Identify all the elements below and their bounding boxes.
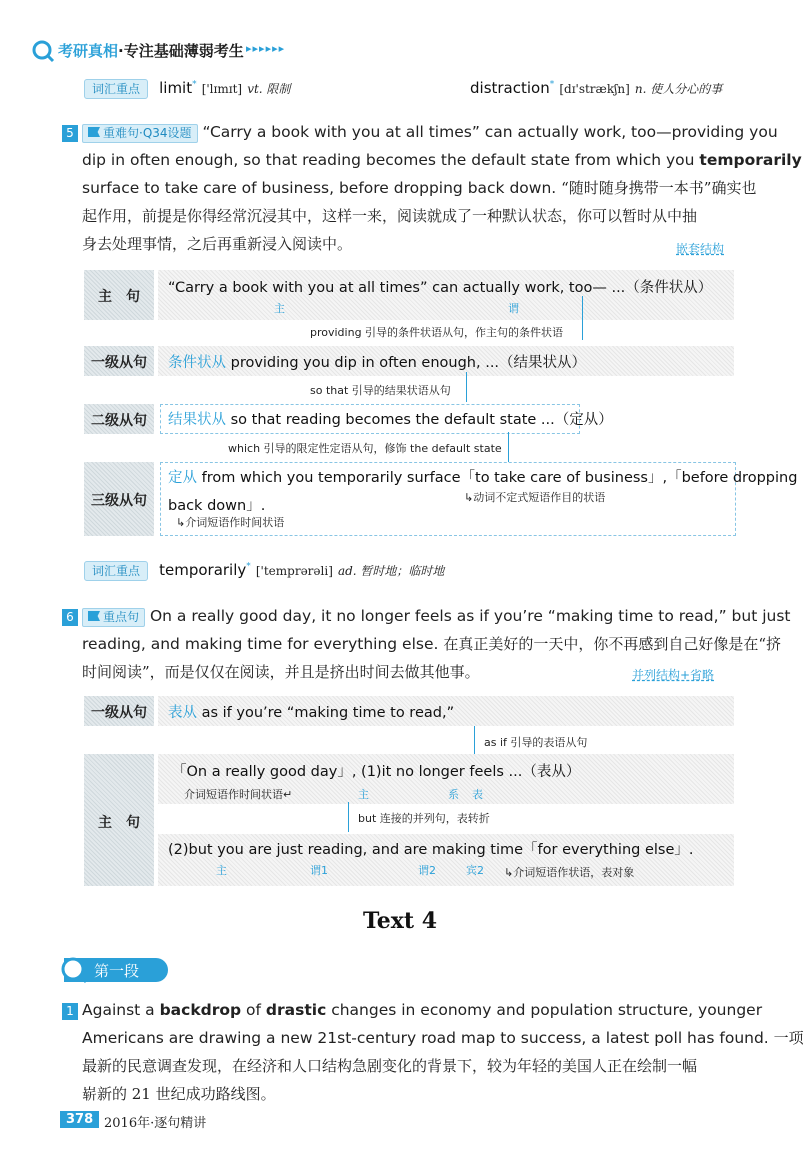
sentence-en-line: reading, and making time for everything else. [82,635,444,653]
vocab-star: * [549,79,555,90]
main-clause-text: “Carry a book with you at all times” can actually work, too— ...（条件状从） [168,280,713,296]
clause-text: back down」. [168,498,266,514]
role-predicate: 谓 [508,302,519,315]
vocab-definition: ad. 暂时地；临时地 [337,564,445,578]
vocab-definition: n. 使人分心的事 [634,82,723,96]
sentence-5 [62,118,802,258]
sentence-zh-line: 一项 [773,1029,804,1047]
vocab-phonetic: ['lɪmɪt] [201,82,243,96]
clause-type-label: 条件状从 [168,355,226,371]
note-text: 介词短语作状语，表对象 [513,866,635,879]
section-title: 第一段 [94,962,140,980]
role-subject: 主 [216,864,227,877]
connector-line [466,372,467,402]
sentence-number: 1 [62,1003,78,1020]
vocab-star: * [192,79,197,90]
row-label-level2: 二级从句 [91,413,147,429]
sentence-en-line: Americans are drawing a new 21st-century road map to success, a latest poll has found. [82,1029,774,1047]
vocab-word-limit: limit [159,79,193,97]
magnifier-section-icon [60,956,88,984]
sentence-en-line: “Carry a book with you at all times” can actually work, too—providing you [202,123,778,141]
clause-text: providing you dip in often enough, ...（结果状从） [226,355,587,371]
vocab-word-distraction: distraction [470,79,550,97]
sentence-zh-line: 时间阅读”，而是仅仅在阅读，并且是挤出时间去做其他事。 [82,663,480,681]
sentence-en-line: On a really good day, it no longer feels as if you’re “making time to read,” but just [149,607,791,625]
bold-word: drastic [265,1001,327,1019]
sentence-number: 5 [62,125,78,142]
flag-icon [88,611,100,621]
note-text: 动词不定式短语作目的状语 [473,491,606,504]
connector-line [508,432,509,462]
note-prep: 介词短语作时间状语↵ [184,788,293,801]
sentence-zh-line: 崭新的 21 世纪成功路线图。 [82,1085,276,1103]
row-label-level1: 一级从句 [91,705,147,721]
sentence-zh-line: 最新的民意调查发现，在经济和人口结构急剧变化的背景下，较为年轻的美国人正在绘制一幅 [82,1057,698,1075]
sentence-en-line: surface to take care of business, before dropping back down. [82,179,562,197]
vocab-tag: 词汇重点 [84,561,148,581]
header-title-slogan: ·专注基础薄弱考生 [118,42,244,60]
vocab-phonetic: ['temprərəli] [255,564,333,578]
clause-type-label: 定从 [168,470,197,486]
structure-note: 嵌套结构 [676,242,725,256]
sentence-tag [82,124,198,143]
role-predicate-1: 谓1 [310,864,328,877]
vocab-row-1 [84,78,290,97]
page-number: 378 [60,1111,99,1128]
note-text: 介词短语作时间状语 [184,788,283,801]
text-run: of [241,1001,266,1019]
sentence-tag [82,608,145,627]
magnifier-logo-icon [32,40,54,62]
footer-text: 2016年·逐句精讲 [104,1116,207,1131]
sentence-zh-line: 在真正美好的一天中，你不再感到自己好像是在“挤 [443,635,782,653]
connector-note: providing 引导的条件状语从句，作主句的条件状语 [310,326,564,339]
connector-line [348,802,349,832]
level1-clause [168,701,454,722]
row-label-main: 主 句 [98,289,140,305]
role-object-2: 宾2 [466,864,484,877]
vocab-definition: vt. 限制 [247,82,291,96]
role-predicative: 表 [472,788,483,801]
vocab-row-2 [84,560,444,579]
role-subject: 主 [274,302,285,315]
connector-note: but 连接的并列句，表转折 [358,812,490,825]
paragraph-1 [62,996,804,1108]
sentence-number: 6 [62,609,78,626]
row-label-level1: 一级从句 [91,355,147,371]
level2-clause [168,408,613,429]
vocab-phonetic: [dɪ'strækʃn] [559,82,630,96]
header-title [58,40,244,61]
clause-text: as if you’re “making time to read,” [197,705,455,721]
sentence-tag-label: 重点句 [103,610,140,624]
connector-line [582,296,583,340]
text-run: Against a [82,1001,160,1019]
main-clause-2-text: (2)but you are just reading, and are making time「for everything else」. [168,842,694,858]
note-prep: ↳介词短语作时间状语 [176,516,285,529]
vocab-star: * [246,561,251,572]
sentence-tag-label: 重难句·Q34设题 [103,126,192,140]
bold-word: backdrop [159,1001,242,1019]
header-title-brand: 考研真相 [58,42,119,60]
note-text: 介词短语作时间状语 [185,516,285,529]
role-predicate-2: 谓2 [418,864,436,877]
role-subject: 主 [358,788,369,801]
clause-text: from which you temporarily surface「to take care of business」,「before dropping [197,470,798,486]
role-linking-verb: 系 [448,788,459,801]
sentence-zh-line: “随时随身携带一本书”确实也 [561,179,757,197]
clause-text: so that reading becomes the default state ...（定从） [226,412,613,428]
note-prep: ↳介词短语作状语，表对象 [504,866,635,879]
structure-note: 并列结构+省略 [632,668,715,682]
bold-word: temporarily [699,151,802,169]
sentence-zh-line: 身去处理事情，之后再重新浸入阅读中。 [82,235,353,253]
flag-icon [88,127,100,137]
clause-type-label: 表从 [168,705,197,721]
text-run: changes in economy and population structure, younger [326,1001,763,1019]
sentence-zh-line: 起作用，前提是你得经常沉浸其中，这样一来，阅读就成了一种默认状态，你可以暂时从中抽 [82,207,698,225]
note-infinitive: ↳动词不定式短语作目的状语 [464,491,606,504]
text-heading: Text 4 [362,908,438,934]
row-label-main: 主 句 [98,815,140,831]
main-clause-1-text: 「On a really good day」, (1)it no longer feels ...（表从） [172,764,581,780]
connector-note: as if 引导的表语从句 [484,736,588,749]
sentence-en-line: dip in often enough, so that reading becomes the default state from which you [82,151,700,169]
vocab-word-temporarily: temporarily [159,561,247,579]
row-label-level3: 三级从句 [91,493,147,509]
header-arrows: ▸▸▸▸▸▸ [246,42,286,55]
vocab-tag: 词汇重点 [84,79,148,99]
connector-note: which 引导的限定性定语从句，修饰 the default state [228,442,502,455]
connector-note: so that 引导的结果状语从句 [310,384,451,397]
level1-clause [168,351,586,372]
vocab-row-1b [470,78,722,97]
level3-clause [168,466,797,487]
clause-type-label: 结果状从 [168,412,226,428]
